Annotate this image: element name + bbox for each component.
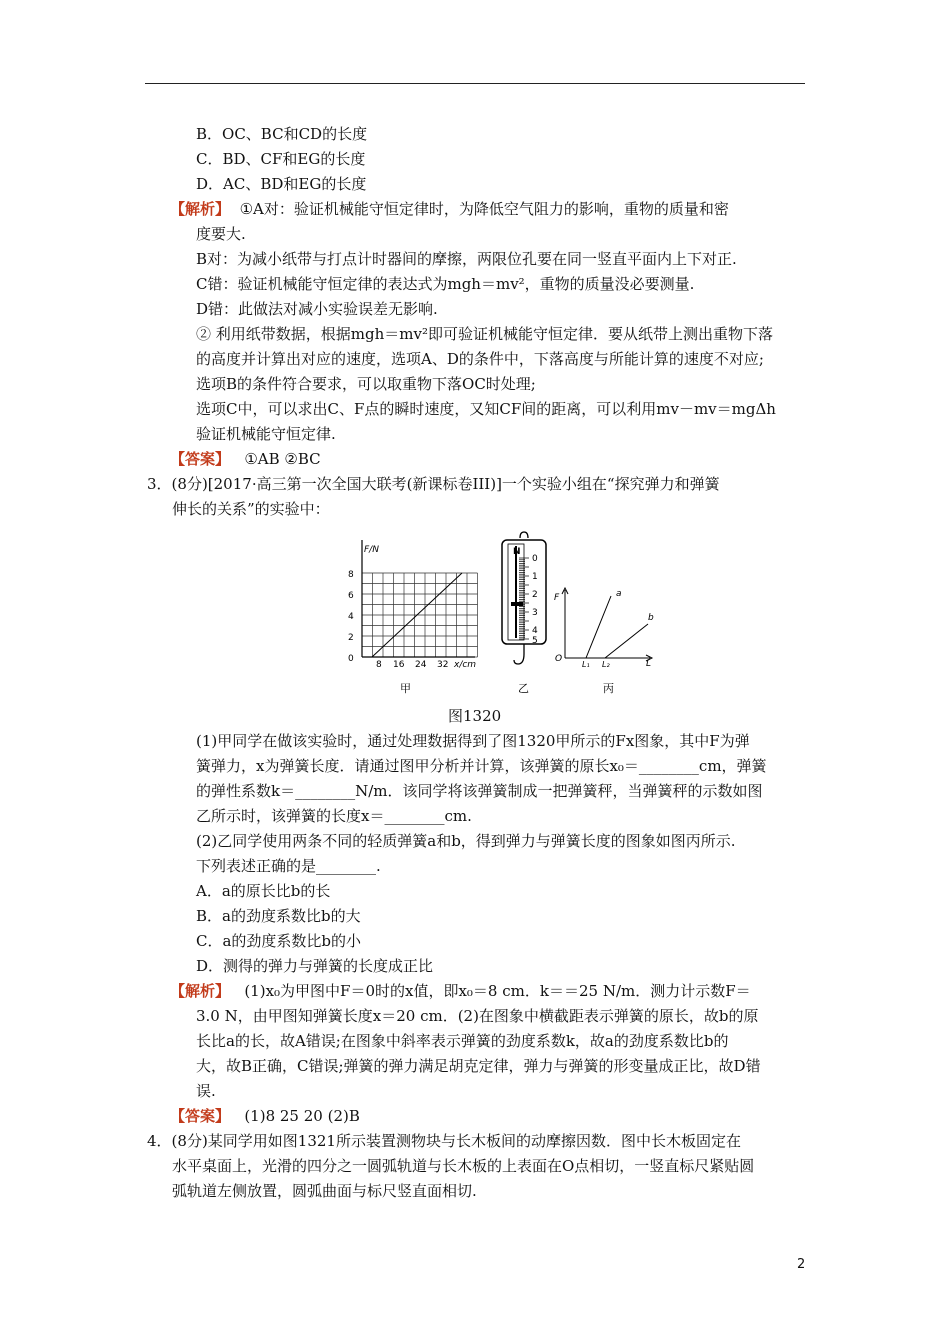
- figure-1320: [330, 530, 670, 700]
- text-line: (2)乙同学使用两条不同的轻质弹簧a和b，得到弹力与弹簧长度的图象如图丙所示.: [196, 832, 736, 850]
- graph-bing: [554, 588, 654, 695]
- analysis-line: 【解析】 ①A对：验证机械能守恒定律时，为降低空气阻力的影响，重物的质量和密: [170, 200, 729, 218]
- text-line: 大，故B正确，C错误;弹簧的弹力满足胡克定律，弹力与弹簧的形变量成正比，故D错: [196, 1057, 761, 1075]
- text-line: 的弹性系数k＝________N/m．该同学将该弹簧制成一把弹簧秤，当弹簧秤的示数如图: [196, 782, 763, 800]
- bing-line-a: [586, 596, 611, 658]
- analysis-line: 【解析】 (1)x₀为甲图中F＝0时的x值，即x₀＝8 cm．k＝＝25 N/m．测力计示数F＝: [170, 982, 751, 1000]
- jia-ytick: 2: [348, 633, 354, 643]
- scale-number: 2: [532, 590, 538, 600]
- text-line: 选项C中，可以求出C、F点的瞬时速度，又知CF间的距离，可以利用mv－mv＝mgΔh: [196, 400, 776, 418]
- text-line: 下列表述正确的是________.: [196, 857, 381, 875]
- header-rule: [145, 83, 805, 84]
- text-line: 乙所示时，该弹簧的长度x＝________cm.: [196, 807, 472, 825]
- question-4-line: 弧轨道左侧放置，圆弧曲面与标尺竖直面相切.: [172, 1182, 477, 1200]
- scale-number: 1: [532, 572, 538, 582]
- option-c-line: C．BD、CF和EG的长度: [196, 150, 366, 168]
- text-line: 的高度并计算出对应的速度，选项A、D的条件中，下落高度与所能计算的速度不对应;: [196, 350, 764, 368]
- bing-a-label: a: [616, 589, 622, 599]
- jia-ytick: 8: [348, 570, 354, 580]
- question-4-line: 水平桌面上，光滑的四分之一圆弧轨道与长木板的上表面在O点相切，一竖直标尺紧贴圆: [172, 1157, 755, 1175]
- jia-ylabel: F/N: [364, 545, 379, 555]
- jia-label: 甲: [400, 682, 411, 695]
- bing-line-b: [605, 624, 648, 658]
- text-line: ② 利用纸带数据，根据mgh＝mv²即可验证机械能守恒定律．要从纸带上测出重物下落: [196, 325, 773, 343]
- jia-ytick: 0: [348, 654, 354, 664]
- option-line: A．a的原长比b的长: [196, 882, 331, 900]
- text-line: 验证机械能守恒定律.: [196, 425, 336, 443]
- bing-b-label: b: [648, 613, 654, 623]
- answer-tag: 【答案】: [170, 450, 231, 468]
- bing-label: 丙: [603, 682, 614, 695]
- scale-number: 0: [532, 554, 538, 564]
- analysis-tag: 【解析】: [170, 982, 231, 1000]
- page-number: 2: [797, 1257, 806, 1272]
- jia-xtick: 8: [376, 660, 382, 670]
- jia-ytick: 4: [348, 612, 354, 622]
- answer-line: 【答案】 ①AB ②BC: [170, 450, 321, 468]
- option-d-line: D．AC、BD和EG的长度: [196, 175, 367, 193]
- scale-bottom-hook: [514, 654, 524, 664]
- analysis-tag: 【解析】: [170, 200, 231, 218]
- text-line: (1)甲同学在做该实验时，通过处理数据得到了图1320甲所示的Fx图象，其中F为弹: [196, 732, 750, 750]
- bing-l2-label: L₂: [602, 660, 610, 669]
- bing-f-label: F: [554, 593, 560, 603]
- text-line: 度要大.: [196, 225, 246, 243]
- scale-pointer: [511, 602, 523, 606]
- text-line: 3.0 N，由甲图知弹簧长度x＝20 cm．(2)在图象中横截距表示弹簧的原长，故b的原: [196, 1007, 759, 1025]
- scale-number: 5: [532, 636, 538, 646]
- jia-xtick: 32: [437, 660, 449, 670]
- graph-jia: [348, 540, 478, 695]
- answer-line: 【答案】 (1)8 25 20 (2)B: [170, 1107, 360, 1125]
- option-line: D．测得的弹力与弹簧的长度成正比: [196, 957, 434, 975]
- question-3-line: 伸长的关系”的实验中：: [172, 500, 330, 518]
- text-line: 簧弹力，x为弹簧长度．请通过图甲分析并计算，该弹簧的原长x₀＝________cm，弹簧: [196, 757, 767, 775]
- answer-tag: 【答案】: [170, 1107, 231, 1125]
- spring-scale-yi: [502, 532, 546, 695]
- jia-xtick: 16: [393, 660, 405, 670]
- text-line: 长比a的长，故A错误;在图象中斜率表示弹簧的劲度系数k，故a的劲度系数比b的: [196, 1032, 729, 1050]
- bing-l-label: L: [646, 659, 652, 669]
- option-b-line: B．OC、BC和CD的长度: [196, 125, 368, 143]
- jia-grid: [362, 573, 478, 657]
- scale-number: 4: [532, 626, 538, 636]
- scale-top-hook: [520, 532, 528, 538]
- scale-number: 3: [532, 608, 538, 618]
- jia-xlabel: x/cm: [454, 660, 477, 670]
- text-line: 选项B的条件符合要求，可以取重物下落OC时处理;: [196, 375, 536, 393]
- figure-caption: 图1320: [448, 707, 502, 725]
- option-line: C．a的劲度系数比b的小: [196, 932, 362, 950]
- yi-label: 乙: [518, 682, 529, 695]
- scale-n-label: N: [513, 547, 521, 557]
- text-line: C错：验证机械能守恒定律的表达式为mgh＝mv²，重物的质量没必要测量.: [196, 275, 695, 293]
- jia-xtick: 24: [415, 660, 427, 670]
- text-line: B对：为减小纸带与打点计时器间的摩擦，两限位孔要在同一竖直平面内上下对正.: [196, 250, 737, 268]
- bing-o-label: O: [555, 654, 563, 664]
- text-line: D错：此做法对减小实验误差无影响.: [196, 300, 438, 318]
- text-line: 误.: [196, 1082, 216, 1100]
- jia-ytick: 6: [348, 591, 354, 601]
- option-line: B．a的劲度系数比b的大: [196, 907, 361, 925]
- question-4-line: 4．(8分)某同学用如图1321所示装置测物块与长木板间的动摩擦因数．图中长木板固定在: [147, 1132, 741, 1150]
- bing-l1-label: L₁: [582, 660, 590, 669]
- question-3-line: 3．(8分)[2017·高三第一次全国大联考(新课标卷III)]一个实验小组在“探究弹力和弹簧: [147, 475, 720, 493]
